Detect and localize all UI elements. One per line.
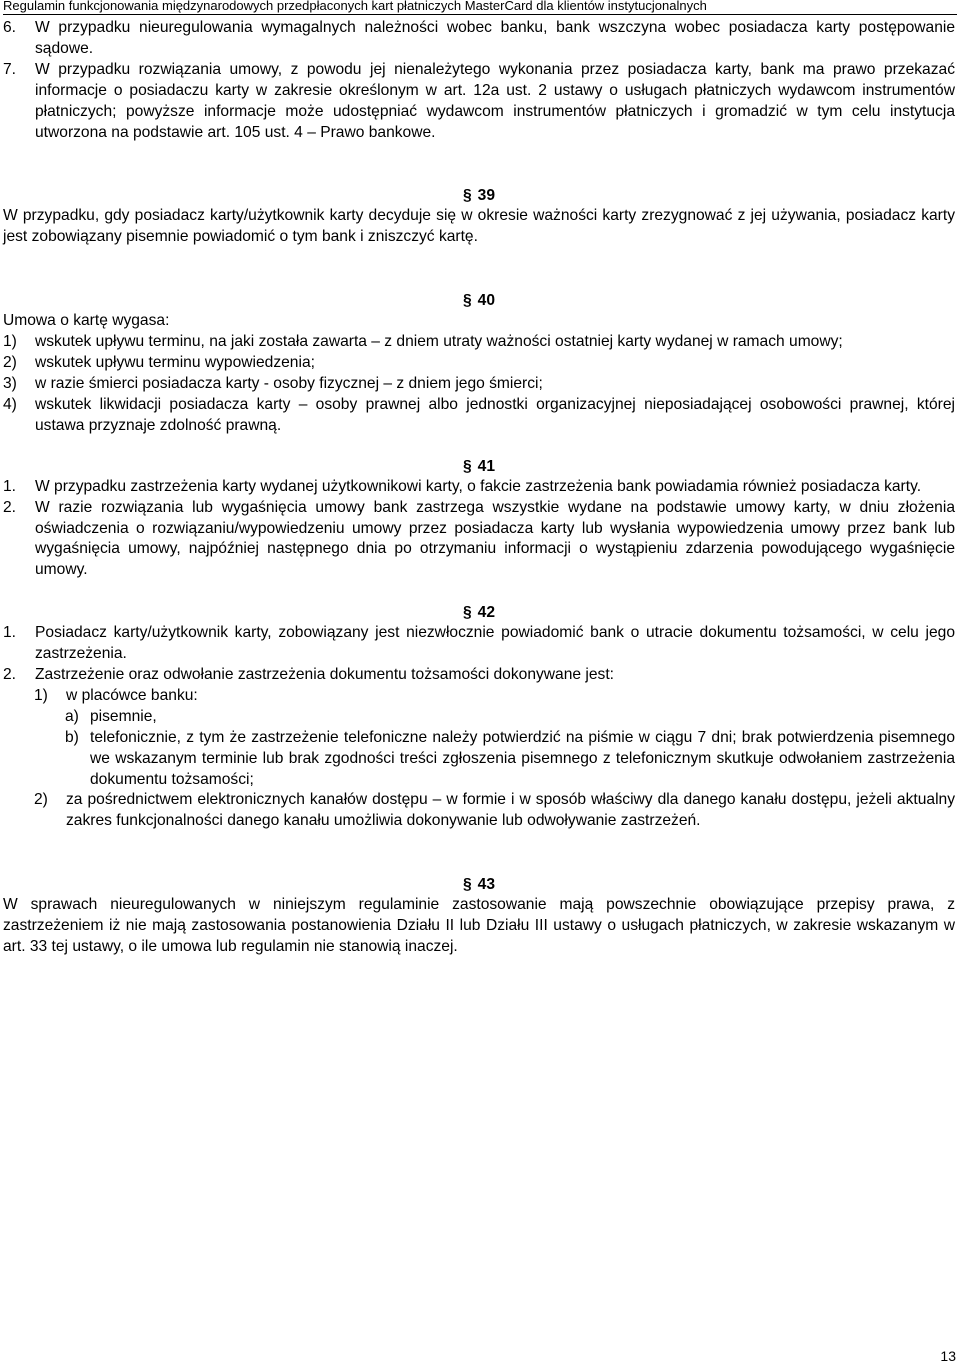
item-text: W przypadku rozwiązania umowy, z powodu jej nienależytego wykonania przez posiadacza karty, bank ma prawo przekazać informacje o posiadaczu karty w zakresie określonym w art. 12a ust. 2 ustawy o usługach płatniczych wydawcom instrumentów płatniczych; powyższe informacje może udostępniać wydawcom instrumentów płatniczych i gromadzić w tym celu instytucja utworzona na podstawie art. 105 ust. 4 – Prawo bankowe. bbox=[35, 60, 955, 141]
item-text: wskutek likwidacji posiadacza karty – osoby prawnej albo jednostki organizacyjnej nieposiadającej osobowości prawnej, której ustawa przyznaje zdolność prawną. bbox=[35, 395, 955, 434]
item-text: w placówce banku: bbox=[66, 686, 198, 704]
list-item bbox=[3, 477, 955, 498]
section-heading-42 bbox=[3, 602, 955, 623]
section-heading-39 bbox=[3, 185, 955, 206]
section-heading-41 bbox=[3, 456, 955, 477]
item-text: Zastrzeżenie oraz odwołanie zastrzeżenia dokumentu tożsamości dokonywane jest: bbox=[35, 666, 615, 684]
list-item bbox=[3, 60, 955, 144]
item-text: W przypadku zastrzeżenia karty wydanej użytkownikowi karty, o fakcie zastrzeżenia bank powiadamia również posiadacza karty. bbox=[35, 477, 922, 495]
list-item bbox=[3, 353, 955, 374]
list-item bbox=[3, 686, 955, 707]
list-item bbox=[3, 498, 955, 582]
item-number: 1. bbox=[3, 624, 17, 642]
section-number: 42 bbox=[477, 604, 496, 622]
list-item bbox=[3, 374, 955, 395]
page-number: 13 bbox=[940, 1348, 956, 1364]
item-number: b) bbox=[65, 728, 79, 746]
item-text: za pośrednictwem elektronicznych kanałów dostępu – w formie i w sposób właściwy dla danego kanału dostępu, jeżeli aktualny zakres funkcjonalności danego kanału umożliwia dokonywanie lub odwoływanie zastrzeżeń. bbox=[66, 791, 955, 830]
paragraph-sign: § bbox=[462, 604, 472, 622]
item-text: telefonicznie, z tym że zastrzeżenie telefoniczne należy potwierdzić na piśmie w ciągu 7 dni; brak potwierdzenia pisemnego we wskazanym terminie lub brak zgodności treści zgłoszenia pisemnego z telefonicznym skutkuje odwołaniem zastrzeżenia dokumentu tożsamości; bbox=[90, 728, 955, 788]
document-title: Regulamin funkcjonowania międzynarodowych przedpłaconych kart płatniczych MasterCard dla klientów instytucjonalnych bbox=[3, 0, 707, 13]
item-text: Posiadacz karty/użytkownik karty, zobowiązany jest niezwłocznie powiadomić bank o utracie dokumentu tożsamości, w celu jego zastrzeżenia. bbox=[35, 624, 955, 663]
item-number: 3) bbox=[3, 374, 17, 392]
list-item bbox=[3, 790, 955, 832]
item-text: W przypadku nieuregulowania wymagalnych należności wobec banku, bank wszczyna wobec posiadacza karty postępowanie sądowe. bbox=[35, 19, 955, 57]
document-body bbox=[3, 18, 955, 958]
section-number: 40 bbox=[477, 292, 496, 310]
paragraph-sign: § bbox=[462, 187, 472, 205]
section-number: 43 bbox=[477, 876, 496, 894]
list-item bbox=[3, 665, 955, 686]
item-text: W razie rozwiązania lub wygaśnięcia umowy bank zastrzega wszystkie wydane na podstawie umowy karty, w dniu złożenia oświadczenia o rozwiązaniu/wypowiedzeniu umowy przez posiadacza karty lub wysłania wypowiedzenia umowy przez bank lub wygaśnięcia umowy, najpóźniej następnego dnia po otrzymaniu informacji o wystąpieniu zdarzenia powodującego wygaśnięcie umowy. bbox=[35, 498, 955, 579]
item-number: 1. bbox=[3, 477, 17, 495]
item-number: 4) bbox=[3, 395, 17, 413]
list-item bbox=[3, 623, 955, 665]
list-item bbox=[3, 18, 955, 60]
list-item bbox=[3, 395, 955, 437]
item-text: w razie śmierci posiadacza karty - osoby fizycznej – z dniem jego śmierci; bbox=[35, 374, 543, 392]
paragraph-sign: § bbox=[462, 292, 472, 310]
list-item bbox=[3, 332, 955, 353]
section-text: W przypadku, gdy posiadacz karty/użytkownik karty decyduje się w okresie ważności karty zrezygnować z jej używania, posiadacz karty jest zobowiązany pisemnie powiadomić o tym bank i zniszczyć kartę. bbox=[3, 207, 955, 246]
item-text: pisemnie, bbox=[90, 707, 157, 725]
section-lead: Umowa o kartę wygasa: bbox=[3, 312, 170, 330]
item-number: 2. bbox=[3, 666, 17, 684]
paragraph-sign: § bbox=[462, 457, 472, 475]
page-header bbox=[3, 0, 957, 15]
list-item bbox=[3, 728, 955, 791]
section-number: 39 bbox=[477, 187, 496, 205]
item-text: wskutek upływu terminu, na jaki została zawarta – z dniem utraty ważności ostatniej karty wydanej w ramach umowy; bbox=[35, 333, 843, 351]
item-number: 2) bbox=[34, 791, 48, 809]
item-number: 2) bbox=[3, 354, 17, 372]
section-heading-43 bbox=[3, 874, 955, 895]
list-item bbox=[3, 707, 955, 728]
item-number: 1) bbox=[3, 333, 17, 351]
item-number: a) bbox=[65, 707, 79, 725]
item-number: 7. bbox=[3, 60, 17, 78]
item-number: 2. bbox=[3, 498, 17, 516]
item-number: 6. bbox=[3, 19, 17, 36]
section-heading-40 bbox=[3, 290, 955, 311]
section-text: W sprawach nieuregulowanych w niniejszym regulaminie zastosowanie mają powszechnie obowiązujące przepisy prawa, z zastrzeżeniem iż nie mają zastosowania postanowienia Działu II lub Działu III ustawy o usługach płatniczych, w zakresie wskazanym w art. 33 tej ustawy, o ile umowa lub regulamin nie stanowią inaczej. bbox=[3, 896, 955, 956]
section-number: 41 bbox=[477, 457, 496, 475]
item-number: 1) bbox=[34, 686, 48, 704]
paragraph-sign: § bbox=[462, 876, 472, 894]
item-text: wskutek upływu terminu wypowiedzenia; bbox=[35, 354, 315, 372]
